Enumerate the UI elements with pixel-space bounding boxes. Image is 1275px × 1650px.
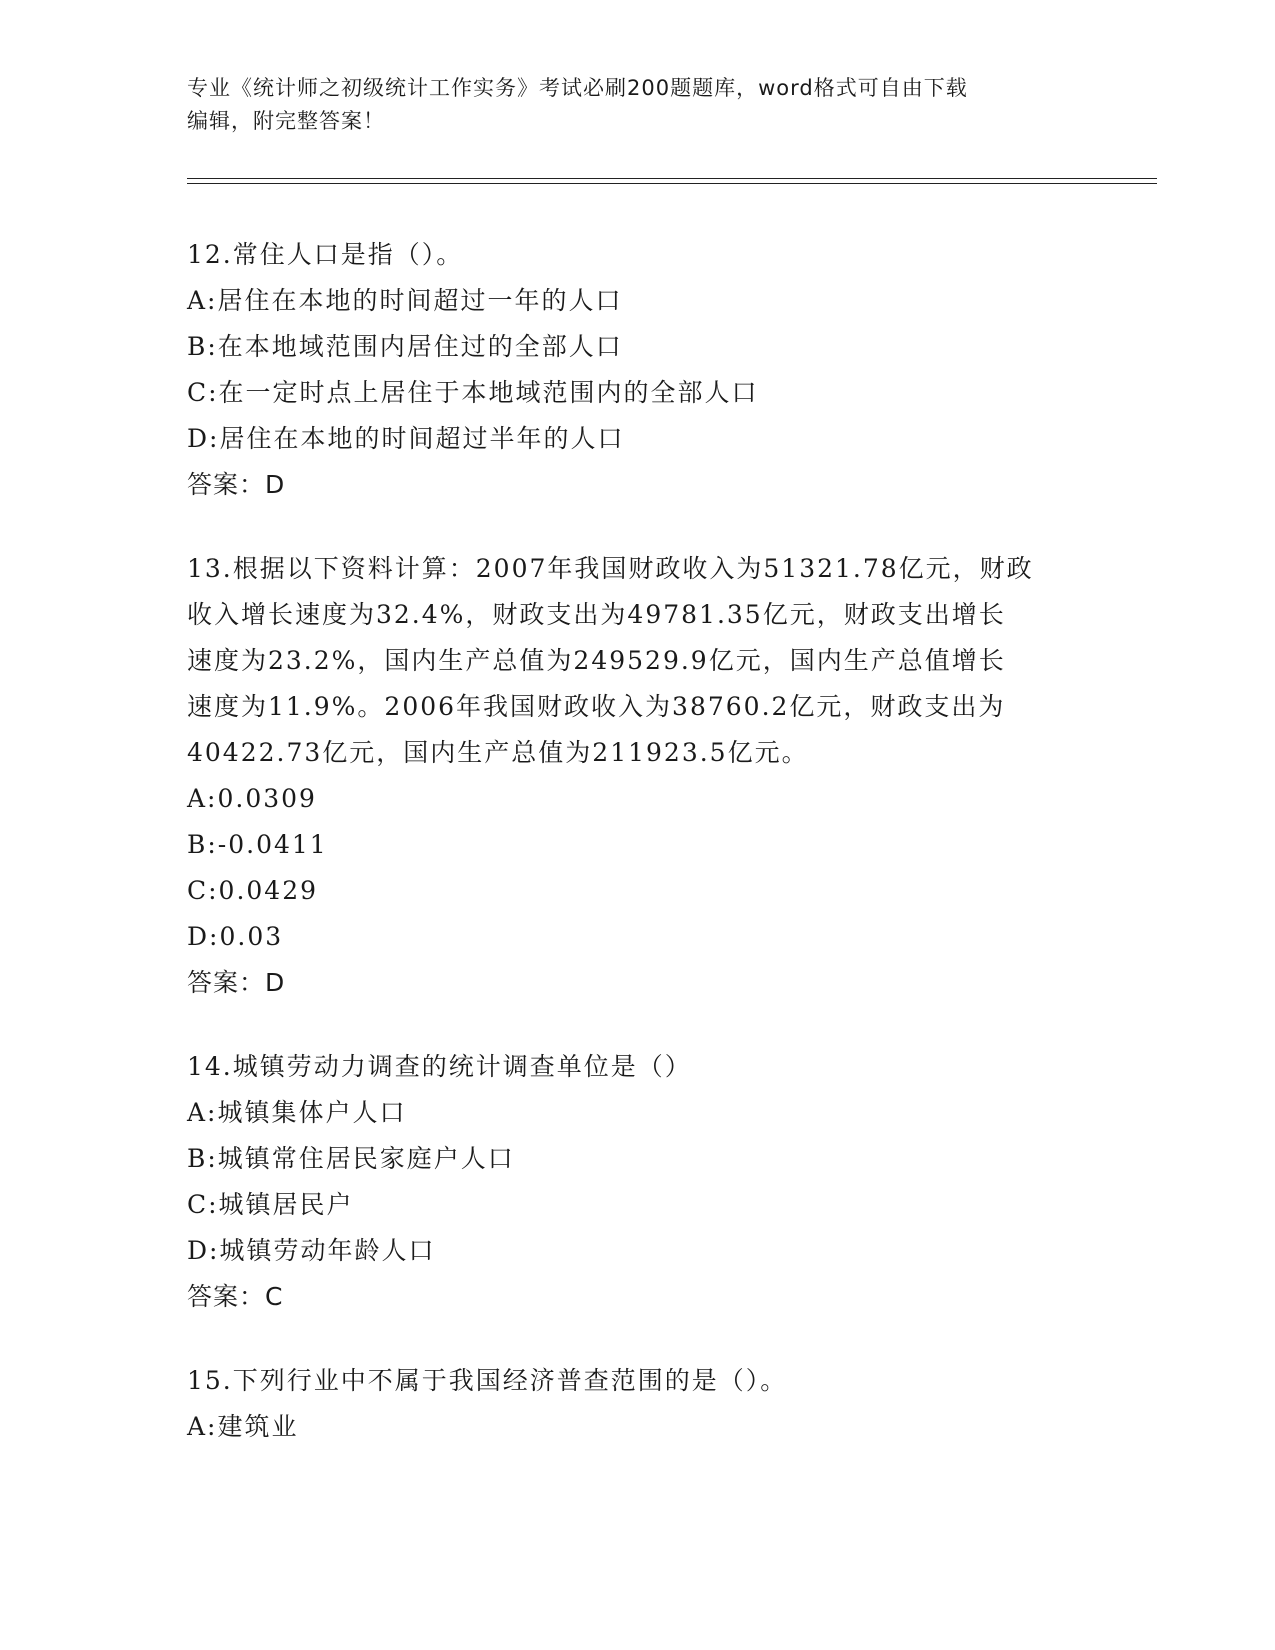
option-a: A:城镇集体户人口 <box>187 1098 407 1127</box>
question-stem-line-3: 速度为23.2%，国内生产总值为249529.9亿元，国内生产总值增长 <box>187 646 1006 675</box>
question-list <box>187 232 1087 1488</box>
document-header <box>187 72 1087 138</box>
option-c: C:在一定时点上居住于本地域范围内的全部人口 <box>187 378 759 407</box>
question-stem-line-1: 13.根据以下资料计算：2007年我国财政收入为51321.78亿元，财政 <box>187 554 1034 583</box>
answer-label: 答案：D <box>187 968 286 997</box>
question-stem-line-2: 收入增长速度为32.4%，财政支出为49781.35亿元，财政支出增长 <box>187 600 1006 629</box>
question-stem: 12.常住人口是指（）。 <box>187 240 464 269</box>
header-line-1: 专业《统计师之初级统计工作实务》考试必刷200题题库，word格式可自由下载 <box>187 76 968 100</box>
option-b: B:城镇常住居民家庭户人口 <box>187 1144 515 1173</box>
option-b: B:-0.0411 <box>187 830 328 859</box>
option-a: A:建筑业 <box>187 1412 299 1441</box>
option-b: B:在本地域范围内居住过的全部人口 <box>187 332 623 361</box>
option-d: D:居住在本地的时间超过半年的人口 <box>187 424 625 453</box>
question-stem: 15.下列行业中不属于我国经济普查范围的是（）。 <box>187 1366 788 1395</box>
option-d: D:城镇劳动年龄人口 <box>187 1236 436 1265</box>
option-d: D:0.03 <box>187 922 284 951</box>
question-stem-line-4: 速度为11.9%。2006年我国财政收入为38760.2亿元，财政支出为 <box>187 692 1006 721</box>
answer-label: 答案：C <box>187 1282 284 1311</box>
question-15 <box>187 1358 1087 1450</box>
header-divider-top <box>187 178 1157 179</box>
answer-label: 答案：D <box>187 470 286 499</box>
question-stem-line-5: 40422.73亿元，国内生产总值为211923.5亿元。 <box>187 738 809 767</box>
header-line-2: 编辑，附完整答案！ <box>187 109 385 133</box>
option-c: C:0.0429 <box>187 876 319 905</box>
option-a: A:居住在本地的时间超过一年的人口 <box>187 286 623 315</box>
question-14 <box>187 1044 1087 1320</box>
question-12 <box>187 232 1087 508</box>
header-divider-bottom <box>187 183 1157 184</box>
question-13 <box>187 546 1087 1006</box>
option-c: C:城镇居民户 <box>187 1190 354 1219</box>
question-stem: 14.城镇劳动力调查的统计调查单位是（） <box>187 1052 692 1081</box>
option-a: A:0.0309 <box>187 784 317 813</box>
